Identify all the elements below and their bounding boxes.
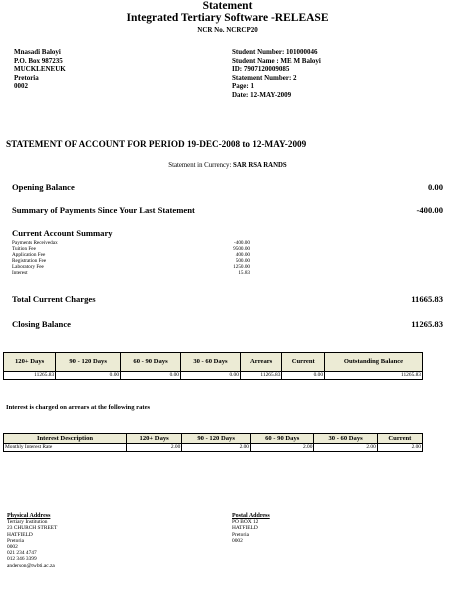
recipient-city: Pretoria: [14, 73, 39, 82]
total-current-label: Total Current Charges: [12, 294, 96, 304]
aging-cell: 0.00: [121, 372, 181, 380]
statement-number: Statement Number: 2: [232, 73, 297, 82]
interest-header: 90 - 120 Days: [182, 434, 251, 444]
address-line: anderson@twbti.ac.za: [7, 562, 55, 569]
aging-cell: 0.00: [56, 372, 121, 380]
table-row: [4, 372, 423, 380]
recipient-code: 0002: [14, 82, 28, 91]
charge-item-value: 15.83: [238, 270, 250, 277]
interest-cell: 2.00: [182, 444, 251, 452]
charge-item-label: Tuition Fee: [12, 246, 36, 253]
aging-header: Outstanding Balance: [325, 353, 423, 372]
address-line: 0002: [7, 544, 18, 551]
interest-header-row: [4, 434, 423, 444]
charge-values: [210, 240, 250, 277]
interest-cell: Monthly Interest Rate: [4, 444, 127, 452]
document-title: Statement: [202, 0, 253, 12]
payments-summary-label: Summary of Payments Since Your Last Statement: [12, 205, 195, 215]
aging-header: Arrears: [240, 353, 282, 372]
interest-table: [3, 433, 423, 452]
current-summary-title: Current Account Summary: [12, 228, 113, 238]
opening-balance-label: Opening Balance: [12, 182, 75, 192]
charge-item-label: Payments Receivedax: [12, 240, 58, 246]
aging-header-row: [4, 353, 423, 372]
student-number: Student Number: 101000046: [232, 48, 318, 56]
aging-header: 60 - 90 Days: [121, 353, 181, 372]
physical-address-title: Physical Address: [7, 513, 51, 519]
interest-header: 120+ Days: [127, 434, 182, 444]
address-line: PO BOX 12: [232, 519, 259, 526]
aging-header: 30 - 60 Days: [181, 353, 241, 372]
payments-summary-value: -400.00: [416, 205, 443, 215]
interest-cell: 2.00: [251, 444, 314, 452]
recipient-address: [14, 48, 66, 91]
address-line: HATFIELD: [232, 525, 258, 532]
document-subtitle: Integrated Tertiary Software -RELEASE: [126, 12, 329, 24]
physical-address: [7, 513, 57, 569]
table-row: [4, 444, 423, 452]
charge-item-label: Registration Fee: [12, 258, 47, 265]
total-current-value: 11665.83: [411, 294, 443, 304]
interest-header: 60 - 90 Days: [251, 434, 314, 444]
student-id: ID: 7907120009085: [232, 65, 290, 74]
interest-note: Interest is charged on arrears at the following rates: [6, 404, 151, 411]
charge-item-value: -400.00: [234, 240, 250, 246]
interest-header: 30 - 60 Days: [314, 434, 377, 444]
student-name: Student Name : ME M Baloyi: [232, 56, 321, 65]
ncr-number: NCR No. NCRCP20: [197, 26, 258, 34]
address-line: 012 346 3399: [7, 556, 37, 563]
charge-item-value: 1250.00: [233, 264, 250, 271]
aging-cell: 11265.83: [240, 372, 282, 380]
statement-date: Date: 12-MAY-2009: [232, 90, 292, 99]
aging-cell: 11265.83: [4, 372, 56, 380]
interest-cell: 2.00: [127, 444, 182, 452]
address-line: Tertiary Institution: [7, 519, 48, 526]
charge-item-label: Application Fee: [12, 252, 46, 259]
charge-item-label: Interest: [12, 270, 28, 277]
charge-item-value: 9500.00: [233, 246, 250, 253]
recipient-name: Mnasadi Baloyi: [14, 48, 61, 56]
closing-balance-label: Closing Balance: [12, 319, 71, 329]
address-line: 0002: [232, 537, 243, 544]
currency-line: [0, 162, 455, 169]
interest-cell: 2.00: [314, 444, 377, 452]
interest-header: Interest Description: [4, 434, 127, 444]
aging-cell: 0.00: [181, 372, 241, 380]
charge-item-value: 400.00: [235, 252, 250, 259]
address-line: Pretoria: [232, 531, 250, 538]
postal-address-title: Postal Address: [232, 513, 270, 519]
recipient-area: MUCKLENEUK: [14, 65, 66, 74]
address-line: 021 234 4747: [7, 550, 37, 557]
address-line: Pretoria: [7, 537, 25, 544]
recipient-box: P.O. Box 987235: [14, 56, 63, 65]
interest-cell: 2.00: [377, 444, 422, 452]
currency-label: Statement in Currency:: [168, 162, 234, 169]
aging-cell: 0.00: [282, 372, 325, 380]
postal-address: [232, 513, 270, 544]
aging-header: 120+ Days: [4, 353, 56, 372]
aging-header: Current: [282, 353, 325, 372]
aging-table: [3, 352, 423, 380]
aging-header: 90 - 120 Days: [56, 353, 121, 372]
charge-item-value: 500.00: [235, 258, 250, 265]
page-number: Page: 1: [232, 82, 254, 91]
address-line: 23 CHURCH STREET: [7, 525, 58, 532]
interest-header: Current: [377, 434, 422, 444]
student-details: [232, 48, 321, 100]
closing-balance-value: 11265.83: [411, 319, 443, 329]
opening-balance-value: 0.00: [427, 182, 443, 192]
currency-value: SAR RSA RANDS: [233, 162, 287, 169]
aging-cell: 11265.83: [325, 372, 423, 380]
charge-item-label: Laboratory Fee: [12, 264, 44, 271]
address-line: HATFIELD: [7, 531, 33, 538]
charge-items: [12, 240, 58, 277]
period-title: STATEMENT OF ACCOUNT FOR PERIOD 19-DEC-2008 to 12-MAY-2009: [6, 139, 307, 149]
